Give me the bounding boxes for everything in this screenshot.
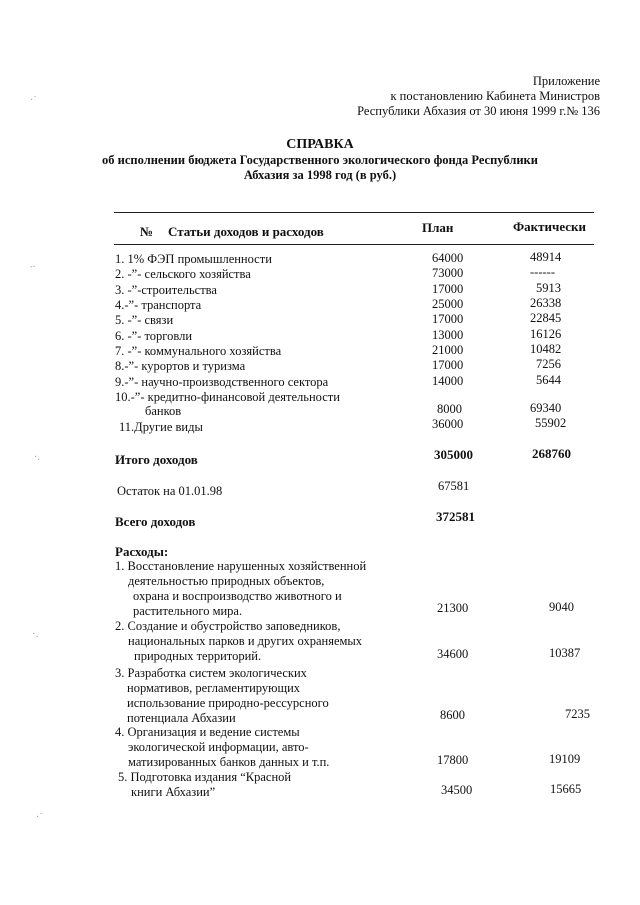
row-label: 6. -”- торговли	[115, 329, 193, 343]
expense-plan: 34500	[441, 783, 473, 797]
grand-total-label: Всего доходов	[115, 514, 196, 529]
appendix-line-1: Приложение	[532, 74, 600, 88]
row-label: 4.-”- транспорта	[115, 298, 202, 312]
row-plan: 73000	[432, 266, 464, 280]
row-actual: 16126	[530, 327, 562, 341]
balance-label: Остаток на 01.01.98	[117, 484, 223, 498]
document-subtitle-2: Абхазия за 1998 год (в руб.)	[243, 168, 397, 182]
grand-total-plan: 372581	[436, 509, 475, 524]
row-actual: 22845	[530, 311, 562, 325]
document-subtitle-1: об исполнении бюджета Государственного экологического фонда Республики	[102, 153, 538, 167]
expense-plan: 34600	[437, 647, 469, 661]
scan-speck: ·˙	[36, 812, 43, 823]
row-actual: 5644	[536, 373, 561, 387]
scan-speck: ∙·	[30, 262, 36, 273]
header-rule-bottom	[114, 244, 594, 245]
expense-actual: 10387	[549, 646, 581, 660]
row-actual: 48914	[530, 250, 562, 264]
income-total-label: Итого доходов	[115, 452, 198, 467]
expense-line: 5. Подготовка издания “Красной	[118, 770, 292, 784]
expense-line: потенциала Абхазии	[127, 711, 236, 725]
row-label: 9.-”- научно-производственного сектора	[115, 375, 329, 389]
row-plan: 14000	[432, 374, 464, 388]
expense-line: 3. Разработка систем экологических	[115, 666, 307, 680]
expense-line: природных территорий.	[134, 649, 262, 663]
appendix-line-3: Республики Абхазия от 30 июня 1999 г.№ 136	[357, 104, 600, 118]
expense-actual: 7235	[565, 707, 590, 721]
row-actual: 10482	[530, 342, 562, 356]
expense-line: деятельностью природных объектов,	[128, 574, 325, 588]
row-label: 11.Другие виды	[119, 420, 203, 434]
balance-plan: 67581	[438, 479, 470, 493]
row-label-line-2: банков	[145, 404, 182, 418]
expense-line: 4. Организация и ведение системы	[115, 725, 300, 739]
header-number: №	[140, 224, 154, 239]
row-plan: 64000	[432, 251, 464, 265]
appendix-line-2: к постановлению Кабинета Министров	[390, 89, 600, 103]
expense-line: матизированных банков данных и т.п.	[128, 755, 330, 769]
scan-speck: ·.	[34, 452, 40, 463]
expense-line: 1. Восстановление нарушенных хозяйственной	[115, 559, 367, 573]
expense-line: нормативов, регламентирующих	[127, 681, 301, 695]
expense-line: охрана и воспроизводство животного и	[133, 589, 342, 603]
header-items: Статьи доходов и расходов	[168, 224, 324, 239]
expense-plan: 21300	[437, 601, 469, 615]
row-actual: 5913	[536, 281, 561, 295]
row-actual: 7256	[536, 357, 561, 371]
expense-line: книги Абхазии”	[131, 785, 216, 799]
row-actual: 55902	[535, 416, 567, 430]
row-plan: 36000	[432, 417, 464, 431]
expense-line: растительного мира.	[133, 604, 243, 618]
row-plan: 25000	[432, 297, 464, 311]
expense-plan: 8600	[440, 708, 465, 722]
row-label: 2. -”- сельского хозяйства	[115, 267, 251, 281]
row-actual: 69340	[530, 401, 562, 415]
row-label: 5. -”- связи	[115, 313, 174, 327]
row-label: 1. 1% ФЭП промышленности	[115, 252, 272, 266]
header-plan: План	[422, 220, 454, 235]
header-actual: Фактически	[513, 219, 587, 234]
row-plan: 17000	[432, 312, 464, 326]
expense-line: национальных парков и других охраняемых	[128, 634, 363, 648]
income-total-plan: 305000	[434, 447, 473, 462]
row-label: 7. -”- коммунального хозяйства	[115, 344, 282, 358]
row-label: 8.-”- курортов и туризма	[115, 359, 246, 373]
row-plan: 8000	[437, 402, 462, 416]
expense-plan: 17800	[437, 753, 469, 767]
expense-line: 2. Создание и обустройство заповедников,	[115, 619, 341, 633]
row-actual: ------	[530, 265, 555, 279]
expense-actual: 19109	[549, 752, 581, 766]
header-rule-top	[114, 212, 594, 213]
expense-actual: 15665	[550, 782, 582, 796]
document-title: СПРАВКА	[286, 137, 354, 152]
expense-line: использование природно-рессурсного	[127, 696, 329, 710]
row-plan: 17000	[432, 282, 464, 296]
scan-speck: ·˙	[30, 95, 37, 106]
scan-speck: ˙·	[32, 632, 39, 643]
expenses-heading: Расходы:	[115, 544, 169, 559]
expense-actual: 9040	[549, 600, 574, 614]
row-actual: 26338	[530, 296, 562, 310]
expense-line: экологической информации, авто-	[128, 740, 309, 754]
row-label-line-1: 10.-”- кредитно-финансовой деятельности	[115, 390, 340, 404]
income-total-actual: 268760	[532, 446, 571, 461]
row-plan: 21000	[432, 343, 464, 357]
row-label: 3. -”-строительства	[115, 283, 217, 297]
row-plan: 17000	[432, 358, 464, 372]
row-plan: 13000	[432, 328, 464, 342]
